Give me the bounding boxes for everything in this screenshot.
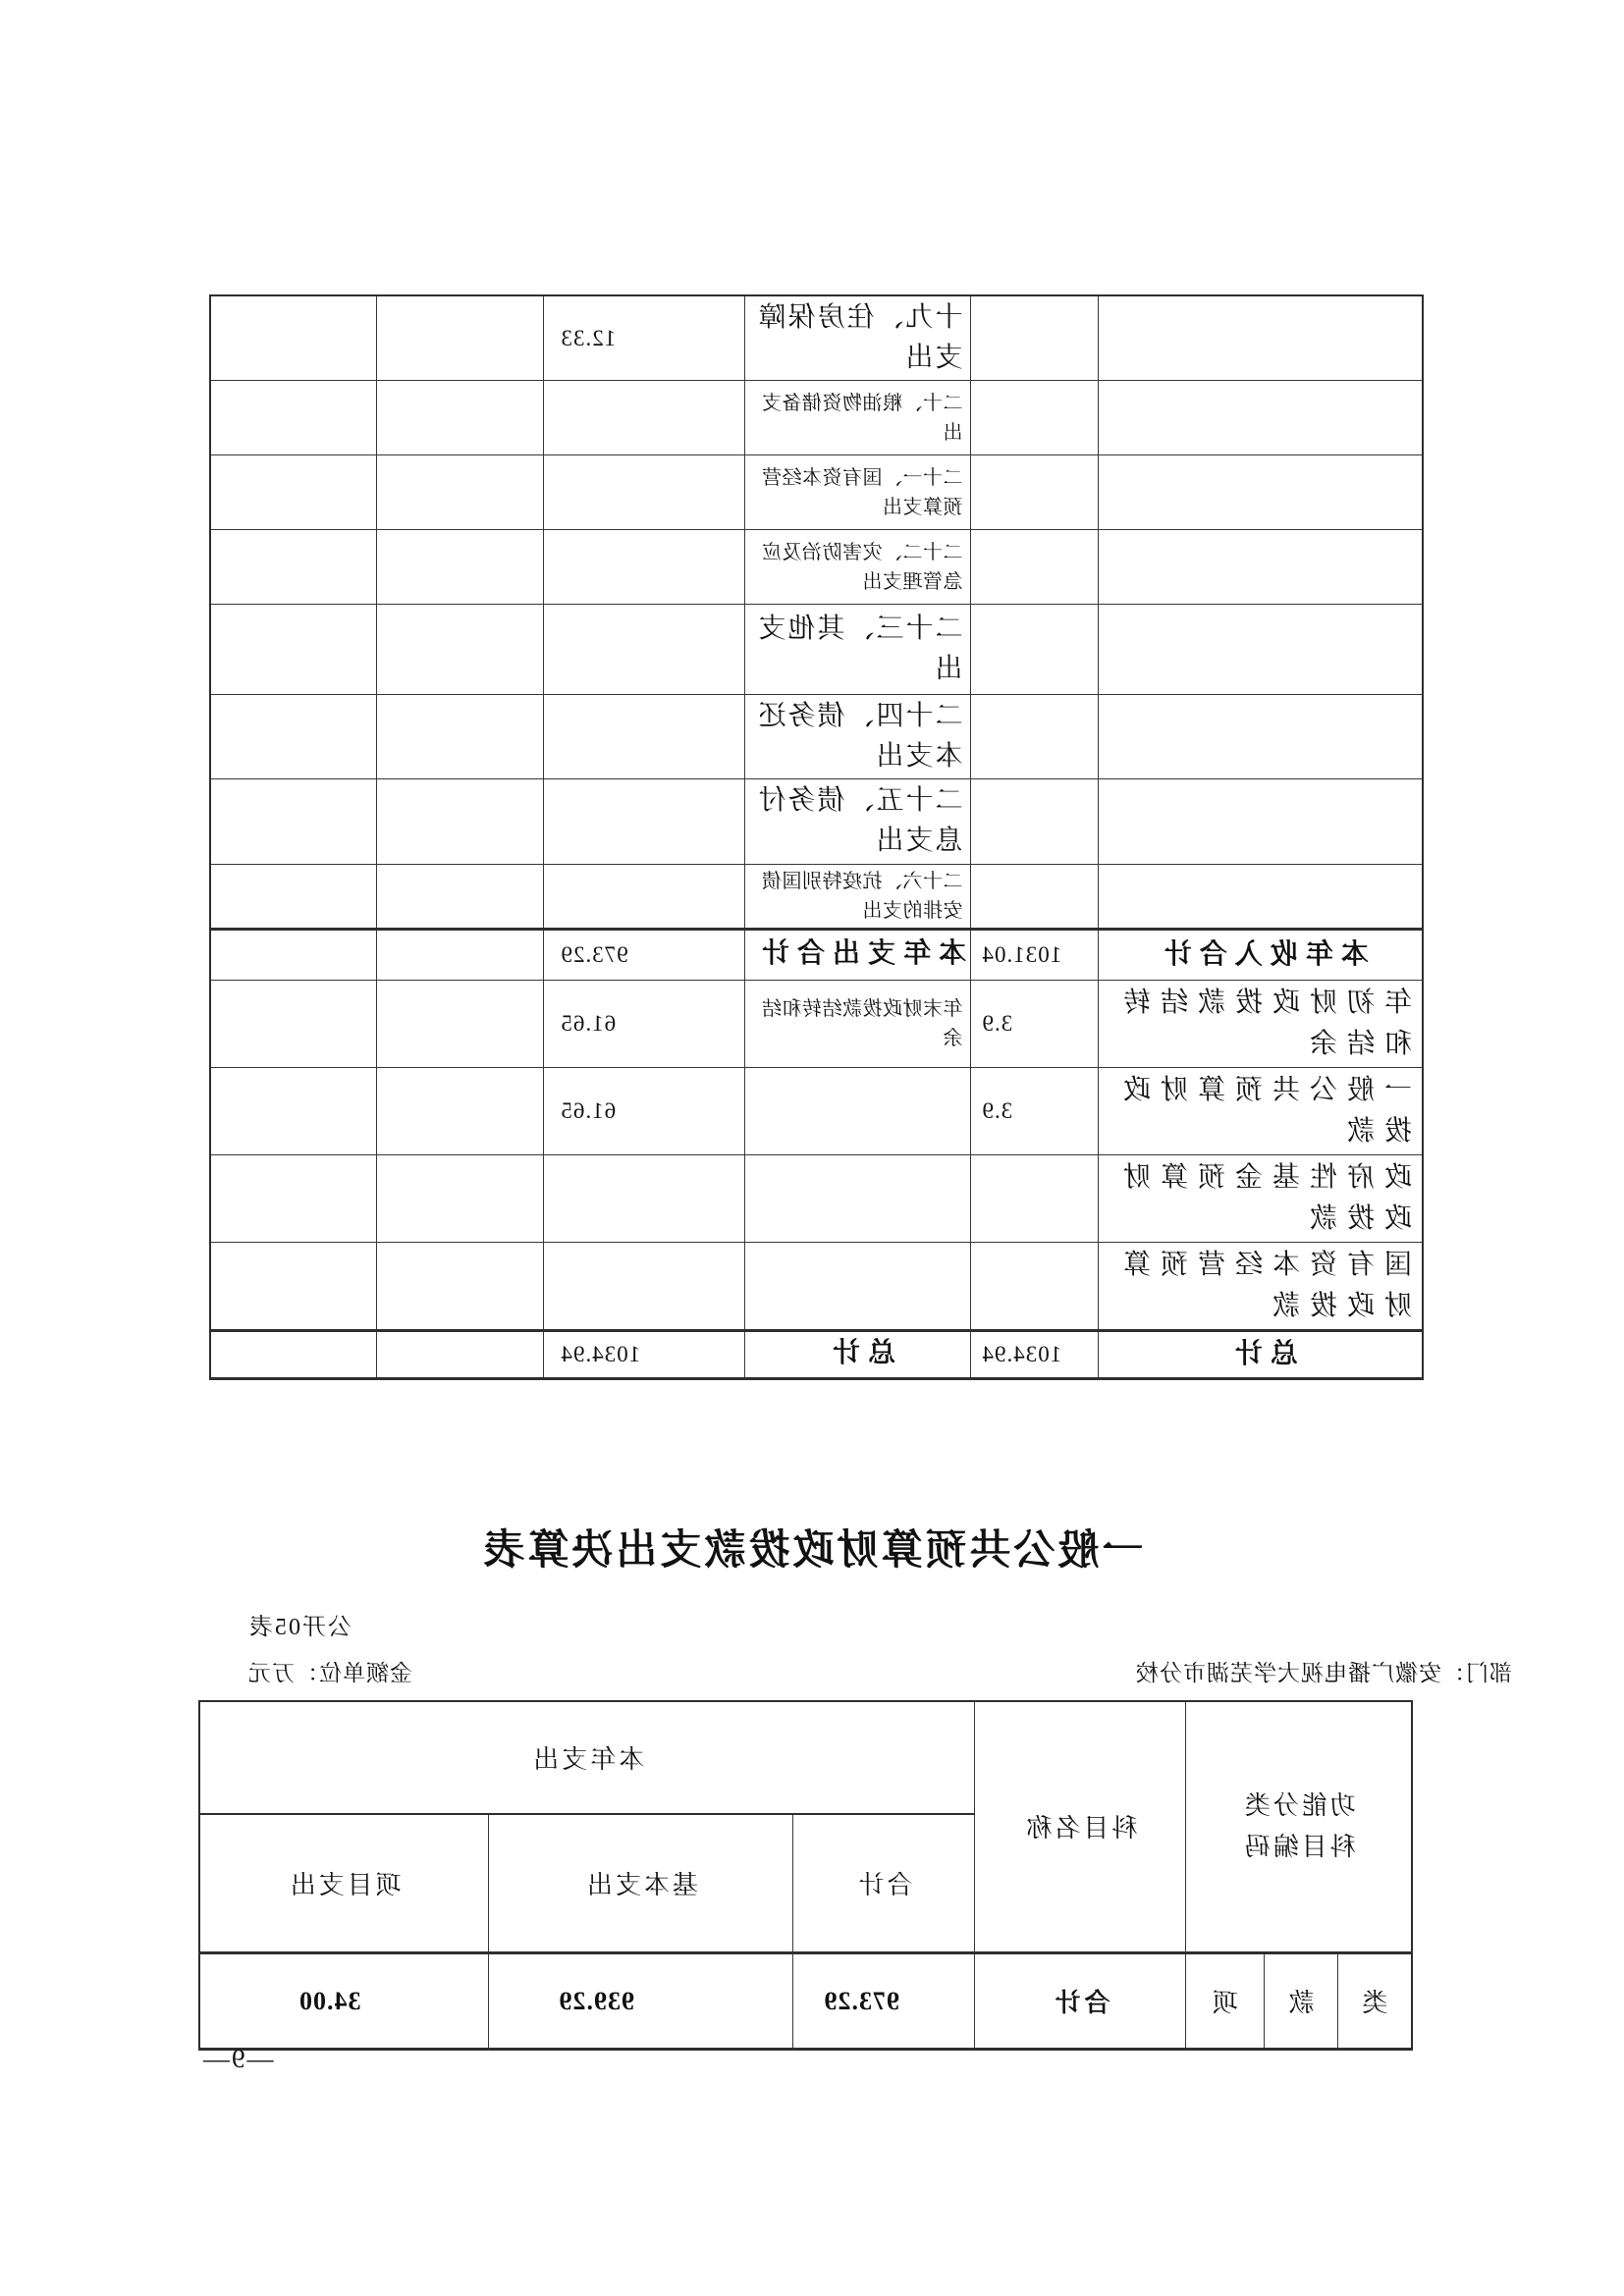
cell-item: 项 xyxy=(1186,1953,1265,2050)
summary-table-cell xyxy=(971,455,1099,530)
summary-table-cell xyxy=(210,980,377,1067)
summary-table-cell: 61.65 xyxy=(544,980,745,1067)
cell-basic-value: 939.29 xyxy=(489,1953,793,2050)
summary-table-cell xyxy=(377,1242,544,1330)
summary-table-cell xyxy=(210,1154,377,1242)
summary-table-cell: 973.29 xyxy=(544,929,745,980)
summary-table-cell: 61.65 xyxy=(544,1067,745,1154)
summary-table-row xyxy=(210,980,1423,1067)
summary-table-cell xyxy=(210,929,377,980)
summary-table-cell: 3.9 xyxy=(971,980,1099,1067)
summary-table-cell xyxy=(544,381,745,455)
summary-table-cell: 12.33 xyxy=(544,295,745,381)
unit-label: 金额单位：万元 xyxy=(247,1660,412,1685)
summary-table-cell xyxy=(377,381,544,455)
summary-table-cell xyxy=(544,779,745,864)
expenditure-data-row xyxy=(199,1953,1412,2050)
summary-table-cell xyxy=(544,1242,745,1330)
statement-title: 一般公共预算财政拨款支出决算表 xyxy=(480,1527,1144,1574)
summary-table-cell xyxy=(544,605,745,695)
summary-table-cell xyxy=(377,1067,544,1154)
summary-table-cell xyxy=(210,381,377,455)
header-project-expense: 项目支出 xyxy=(199,1814,489,1953)
summary-table-cell xyxy=(377,695,544,779)
summary-table-cell: 本年收入合计 xyxy=(1099,929,1423,980)
header-function-code xyxy=(1186,1701,1412,1953)
summary-table-cell xyxy=(377,1154,544,1242)
summary-table-cell: 1034.94 xyxy=(544,1330,745,1378)
summary-table-row xyxy=(210,1154,1423,1242)
summary-table-cell xyxy=(1099,695,1423,779)
summary-table-cell xyxy=(971,779,1099,864)
summary-table-row xyxy=(210,1067,1423,1154)
summary-table-cell xyxy=(971,1242,1099,1330)
summary-table-cell xyxy=(971,695,1099,779)
summary-table-cell: 总计 xyxy=(1099,1330,1423,1378)
summary-table-cell xyxy=(210,605,377,695)
summary-table-cell xyxy=(745,1242,971,1330)
summary-table-row xyxy=(210,455,1423,530)
summary-table-cell xyxy=(1099,295,1423,381)
page-number: —9— xyxy=(201,2044,274,2073)
header-total: 合计 xyxy=(793,1814,975,1953)
summary-table-cell xyxy=(210,295,377,381)
summary-table-cell xyxy=(377,864,544,929)
summary-table-cell xyxy=(210,455,377,530)
summary-table-cell xyxy=(377,1330,544,1378)
summary-table xyxy=(209,294,1424,1380)
summary-table-row xyxy=(210,695,1423,779)
summary-table-cell xyxy=(377,295,544,381)
summary-table-cell xyxy=(971,1154,1099,1242)
summary-table-cell xyxy=(971,605,1099,695)
summary-table-cell: 一般公共预算财政拨款 xyxy=(1099,1067,1423,1154)
summary-table-cell xyxy=(377,980,544,1067)
summary-table-cell xyxy=(544,695,745,779)
cell-project-value: 34.00 xyxy=(199,1953,489,2050)
summary-table-cell xyxy=(544,455,745,530)
summary-table-cell: 二十、粮油物资储备支出 xyxy=(745,381,971,455)
summary-table-cell xyxy=(971,381,1099,455)
summary-table-row xyxy=(210,295,1423,381)
expenditure-header-row-1 xyxy=(199,1701,1412,1814)
header-function-code-text: 功能分类科目编码 xyxy=(1241,1791,1356,1861)
summary-table-row xyxy=(210,381,1423,455)
statement-meta-line xyxy=(210,1656,1512,1687)
summary-table-cell xyxy=(745,1154,971,1242)
summary-table-cell xyxy=(210,1067,377,1154)
summary-table-cell xyxy=(544,530,745,605)
summary-table-cell xyxy=(210,1330,377,1378)
summary-table-cell xyxy=(210,695,377,779)
summary-table-cell xyxy=(1099,381,1423,455)
summary-table-cell xyxy=(971,864,1099,929)
summary-table-cell: 国有资本经营预算财政拨款 xyxy=(1099,1242,1423,1330)
summary-table-cell xyxy=(210,530,377,605)
summary-table-cell: 二十五、债务付息支出 xyxy=(745,779,971,864)
summary-table-cell xyxy=(1099,530,1423,605)
summary-table-cell: 二十六、抗疫特别国债安排的支出 xyxy=(745,864,971,929)
summary-table-cell xyxy=(971,295,1099,381)
summary-table-cell: 年末财政拨款结转和结余 xyxy=(745,980,971,1067)
summary-table-cell: 3.9 xyxy=(971,1067,1099,1154)
summary-table-cell: 1031.04 xyxy=(971,929,1099,980)
header-subject-name: 科目名称 xyxy=(975,1701,1186,1953)
summary-table-cell xyxy=(377,929,544,980)
cell-total-value: 973.29 xyxy=(793,1953,975,2050)
summary-table-cell xyxy=(210,864,377,929)
summary-table-row xyxy=(210,605,1423,695)
summary-table-cell xyxy=(377,779,544,864)
summary-table-cell: 二十二、灾害防治及应急管理支出 xyxy=(745,530,971,605)
summary-table-cell: 本年支出合计 xyxy=(745,929,971,980)
summary-table-cell xyxy=(1099,455,1423,530)
summary-table-cell xyxy=(1099,864,1423,929)
summary-table-cell xyxy=(210,1242,377,1330)
expenditure-table xyxy=(198,1700,1413,2052)
summary-table-cell: 年初财政拨款结转和结余 xyxy=(1099,980,1423,1067)
cell-section: 款 xyxy=(1265,1953,1338,2050)
summary-table-cell: 十九、住房保障支出 xyxy=(745,295,971,381)
summary-table-cell xyxy=(377,530,544,605)
department-label: 部门：安徽广播电视大学芜湖市分校 xyxy=(1135,1660,1512,1685)
summary-table-row xyxy=(210,1330,1423,1378)
header-basic-expense: 基本支出 xyxy=(489,1814,793,1953)
summary-table-row xyxy=(210,1242,1423,1330)
summary-table-cell xyxy=(544,864,745,929)
summary-table-row xyxy=(210,530,1423,605)
summary-table-cell xyxy=(1099,605,1423,695)
cell-class: 类 xyxy=(1338,1953,1412,2050)
summary-table-cell xyxy=(377,455,544,530)
summary-table-cell xyxy=(971,530,1099,605)
summary-table-cell xyxy=(210,779,377,864)
summary-table-row xyxy=(210,929,1423,980)
summary-table-cell xyxy=(544,1154,745,1242)
header-current-year-expense: 本年支出 xyxy=(199,1701,975,1814)
summary-table-body xyxy=(210,295,1423,1378)
summary-table-cell: 总计 xyxy=(745,1330,971,1378)
cell-subject-total: 合计 xyxy=(975,1953,1186,2050)
summary-table-cell xyxy=(377,605,544,695)
summary-table-cell xyxy=(745,1067,971,1154)
summary-table-cell: 二十三、其他支出 xyxy=(745,605,971,695)
form-number: 公开05表 xyxy=(247,1614,352,1640)
summary-table-cell: 政府性基金预算财政拨款 xyxy=(1099,1154,1423,1242)
summary-table-row xyxy=(210,779,1423,864)
summary-table-cell: 二十一、国有资本经营预算支出 xyxy=(745,455,971,530)
summary-table-cell: 二十四、债务还本支出 xyxy=(745,695,971,779)
summary-table-row xyxy=(210,864,1423,929)
summary-table-cell xyxy=(1099,779,1423,864)
summary-table-cell: 1034.94 xyxy=(971,1330,1099,1378)
